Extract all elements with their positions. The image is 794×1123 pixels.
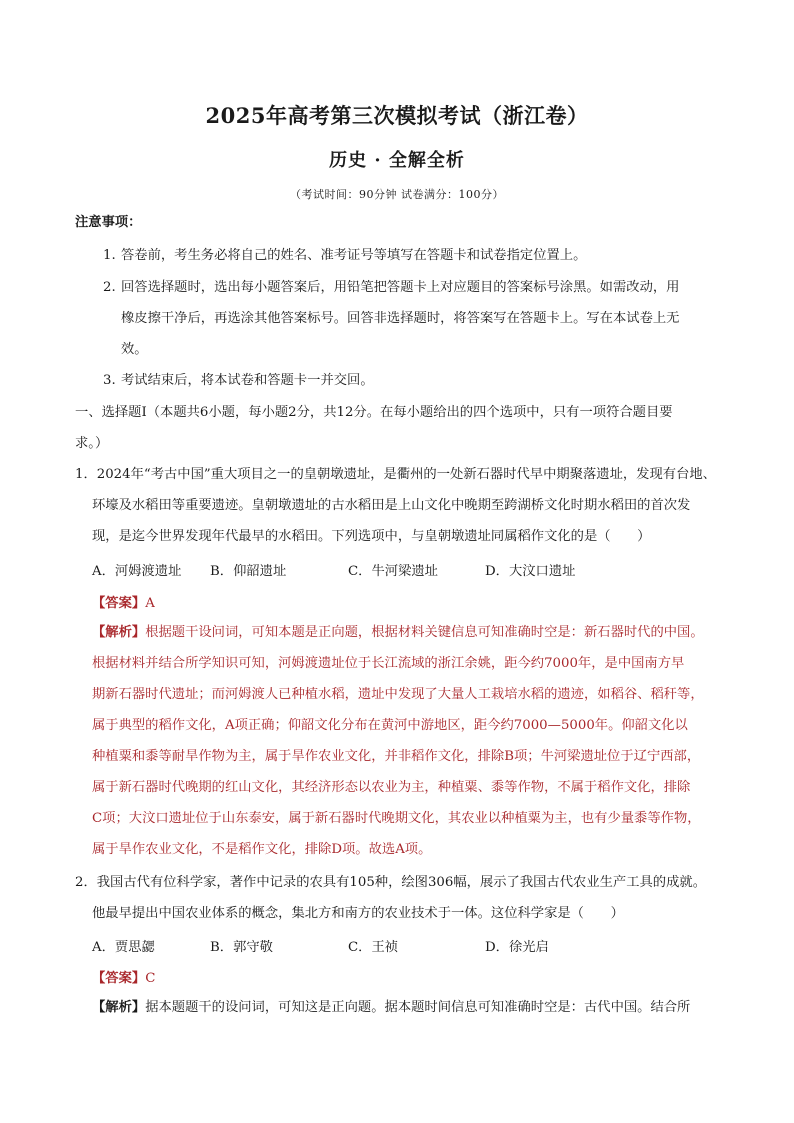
question-1-analysis (92, 617, 728, 865)
question-1 (75, 459, 727, 552)
notice-heading: 注意事项： (75, 215, 142, 230)
question-1-options (92, 560, 575, 579)
section-heading (75, 397, 725, 459)
analysis-text: 属于典型的稻作文化，A项正确；仰韶文化分布在黄河中游地区，距今约7000—5000年。仰韶文化以 (92, 718, 688, 733)
option-d: D．徐光启 (485, 940, 549, 955)
analysis-text: 根据材料并结合所学知识可知，河姆渡遗址位于长江流域的浙江余姚，距今约7000年，是中国南方早 (92, 656, 685, 671)
exam-info: （考试时间：90分钟 试卷满分：100分） (290, 188, 504, 201)
notice-item (103, 365, 723, 396)
option-a: A．河姆渡遗址 (92, 564, 182, 579)
analysis-text: 种植粟和黍等耐旱作物为主，属于旱作农业文化，并非稻作文化，排除B项；牛河梁遗址位于辽宁西部， (92, 749, 701, 764)
question-text: 他最早提出中国农业体系的概念，集北方和南方的农业技术于一体。这位科学家是（ ） (92, 906, 624, 921)
analysis-text: 属于新石器时代晚期的红山文化，其经济形态以农业为主，种植粟、黍等作物，不属于稻作文化，排除 (92, 780, 691, 795)
notice-item-text: 回答选择题时，选出每小题答案后，用铅笔把答题卡上对应题目的答案标号涂黑。如需改动，用 (121, 280, 680, 295)
question-2-analysis (92, 992, 728, 1023)
analysis-text: 属于旱作农业文化，不是稻作文化，排除D项。故选A项。 (92, 842, 432, 857)
section-line: 一、选择题Ⅰ（本题共6小题，每小题2分，共12分。在每小题给出的四个选项中，只有一项符合题目要 (75, 405, 673, 420)
section-line: 求。） (75, 436, 109, 451)
notice-item (103, 272, 723, 365)
question-2-options (92, 936, 549, 955)
analysis-text: 期新石器时代遗址；而河姆渡人已种植水稻，遗址中发现了大量人工栽培水稻的遗迹，如稻谷、稻秆等， (92, 687, 704, 702)
question-text: 现，是迄今世界发现年代最早的水稻田。下列选项中，与皇朝墩遗址同属稻作文化的是（ ） (92, 529, 651, 544)
option-b: B．仰韶遗址 (210, 564, 287, 579)
answer-value: A (145, 596, 155, 611)
answer-value: C (145, 971, 156, 986)
analysis-text: 据本题题干的设问词，可知这是正向题。据本题时间信息可知准确时空是：古代中国。结合所 (145, 1000, 691, 1015)
notice-item-text: 效。 (121, 342, 148, 357)
question-number: 1． (75, 467, 97, 482)
notice-item-text: 答卷前，考生务必将自己的姓名、准考证号等填写在答题卡和试卷指定位置上。 (121, 248, 587, 263)
notice-item-text: 考试结束后，将本试卷和答题卡一并交回。 (121, 373, 374, 388)
notice-item-number: 1. (103, 248, 116, 263)
page-title: 2025年高考第三次模拟考试（浙江卷） (205, 103, 589, 128)
option-a: A．贾思勰 (92, 940, 155, 955)
question-number: 2． (75, 875, 97, 890)
option-d: D．大汶口遗址 (485, 564, 576, 579)
analysis-text: C项；大汶口遗址位于山东泰安，属于新石器时代晚期文化，其农业以种植粟为主，也有少量黍等作物， (92, 811, 701, 826)
notice-item (103, 240, 723, 271)
answer-tag: 【答案】 (92, 596, 146, 611)
page-subtitle: 历史 · 全解全析 (329, 150, 465, 171)
option-c: C．王祯 (348, 940, 399, 955)
option-b: B．郭守敬 (210, 940, 273, 955)
option-c: C．牛河梁遗址 (348, 564, 438, 579)
analysis-tag: 【解析】 (92, 1000, 146, 1015)
question-text: 2024年“考古中国”重大项目之一的皇朝墩遗址，是衢州的一处新石器时代早中期聚落遗址，发现有台地、 (96, 467, 716, 482)
answer-tag: 【答案】 (92, 971, 146, 986)
question-2-answer (92, 967, 155, 986)
notice-item-number: 2. (103, 280, 116, 295)
question-text: 环壕及水稻田等重要遗迹。皇朝墩遗址的古水稻田是上山文化中晚期至跨湖桥文化时期水稻田的首次发 (92, 498, 691, 513)
question-2 (75, 867, 727, 929)
analysis-tag: 【解析】 (92, 625, 146, 640)
notice-item-number: 3. (103, 373, 116, 388)
analysis-text: 根据题干设问词，可知本题是正向题，根据材料关键信息可知准确时空是：新石器时代的中国。 (145, 625, 704, 640)
question-text: 我国古代有位科学家，著作中记录的农具有105种，绘图306幅，展示了我国古代农业生产工具的成就。 (96, 875, 706, 890)
notice-item-text: 橡皮擦干净后，再选涂其他答案标号。回答非选择题时，将答案写在答题卡上。写在本试卷上无 (121, 311, 680, 326)
question-1-answer (92, 592, 155, 611)
